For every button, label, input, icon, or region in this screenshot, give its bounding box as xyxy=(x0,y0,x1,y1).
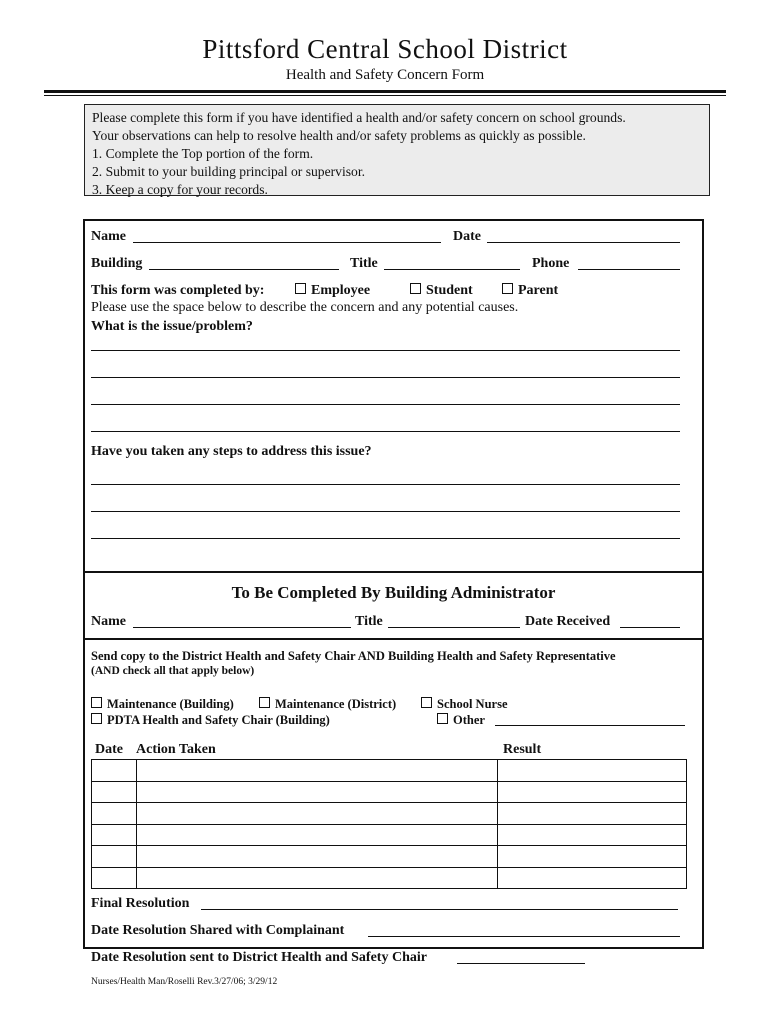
date-received-field[interactable] xyxy=(620,614,680,628)
final-resolution-field[interactable] xyxy=(201,896,678,910)
student-option[interactable] xyxy=(410,283,473,299)
section-divider xyxy=(83,638,704,640)
maint-building-checkbox[interactable] xyxy=(91,697,102,708)
action-cell[interactable] xyxy=(136,803,497,825)
phone-label: Phone xyxy=(532,256,570,271)
check-note: (AND check all that apply below) xyxy=(91,665,255,677)
date-cell[interactable] xyxy=(92,824,137,846)
table-row xyxy=(92,846,687,868)
issue-writing-line[interactable] xyxy=(91,404,680,405)
date-label: Date xyxy=(453,229,481,244)
instruction-line: 1. Complete the Top portion of the form. xyxy=(92,146,314,161)
table-row xyxy=(92,824,687,846)
table-row xyxy=(92,781,687,803)
result-cell[interactable] xyxy=(498,846,687,868)
instruction-line: Your observations can help to resolve health and/or safety problems as quickly as possible. xyxy=(92,128,586,143)
maint-building-label: Maintenance (Building) xyxy=(107,697,234,711)
result-cell[interactable] xyxy=(498,824,687,846)
table-row xyxy=(92,803,687,825)
building-label: Building xyxy=(91,256,143,271)
date-received-label: Date Received xyxy=(525,614,611,629)
result-cell[interactable] xyxy=(498,760,687,782)
revision-footer: Nurses/Health Man/Roselli Rev.3/27/06; 3/29/12 xyxy=(91,977,278,987)
instruction-line: Please complete this form if you have identified a health and/or safety concern on school grounds. xyxy=(92,110,626,125)
name-field[interactable] xyxy=(133,229,441,243)
issue-writing-line[interactable] xyxy=(91,377,680,378)
name-label: Name xyxy=(91,229,126,244)
issue-writing-line[interactable] xyxy=(91,350,680,351)
issue-question: What is the issue/problem? xyxy=(91,319,253,334)
result-cell[interactable] xyxy=(498,803,687,825)
action-cell[interactable] xyxy=(136,781,497,803)
date-cell[interactable] xyxy=(92,846,137,868)
describe-text: Please use the space below to describe the concern and any potential causes. xyxy=(91,300,519,315)
steps-writing-line[interactable] xyxy=(91,484,680,485)
col-date-header: Date xyxy=(95,742,123,757)
date-shared-label: Date Resolution Shared with Complainant xyxy=(91,923,345,938)
maint-district-option[interactable] xyxy=(259,697,396,712)
result-cell[interactable] xyxy=(498,867,687,889)
send-copy-text: Send copy to the District Health and Safety Chair AND Building Health and Safety Representative xyxy=(91,649,616,663)
action-cell[interactable] xyxy=(136,846,497,868)
phone-field[interactable] xyxy=(578,256,680,270)
employee-option[interactable] xyxy=(295,283,370,299)
admin-name-field[interactable] xyxy=(133,614,351,628)
completed-by-label: This form was completed by: xyxy=(91,283,265,298)
header-rule-thin xyxy=(44,95,726,96)
date-shared-field[interactable] xyxy=(368,923,680,937)
date-cell[interactable] xyxy=(92,781,137,803)
instruction-line: 2. Submit to your building principal or supervisor. xyxy=(92,164,365,179)
pdta-checkbox[interactable] xyxy=(91,713,102,724)
title-field[interactable] xyxy=(384,256,520,270)
admin-title-label: Title xyxy=(355,614,383,629)
issue-writing-line[interactable] xyxy=(91,431,680,432)
school-nurse-label: School Nurse xyxy=(437,697,508,711)
date-field[interactable] xyxy=(487,229,680,243)
school-nurse-checkbox[interactable] xyxy=(421,697,432,708)
col-result-header: Result xyxy=(503,742,542,757)
maint-building-option[interactable] xyxy=(91,697,234,712)
school-nurse-option[interactable] xyxy=(421,697,508,712)
student-label: Student xyxy=(426,283,473,298)
date-cell[interactable] xyxy=(92,803,137,825)
steps-writing-line[interactable] xyxy=(91,538,680,539)
admin-name-label: Name xyxy=(91,614,126,629)
form-subtitle: Health and Safety Concern Form xyxy=(285,67,485,83)
admin-section-title: To Be Completed By Building Administrator xyxy=(231,583,556,602)
building-field[interactable] xyxy=(149,256,339,270)
parent-checkbox[interactable] xyxy=(502,283,513,294)
col-action-header: Action Taken xyxy=(136,742,216,757)
parent-option[interactable] xyxy=(502,283,558,299)
table-row xyxy=(92,760,687,782)
steps-writing-line[interactable] xyxy=(91,511,680,512)
steps-question: Have you taken any steps to address this issue? xyxy=(91,444,372,459)
section-divider xyxy=(83,571,704,573)
pdta-option[interactable] xyxy=(91,713,330,728)
action-table xyxy=(91,759,687,889)
action-cell[interactable] xyxy=(136,867,497,889)
district-title: Pittsford Central School District xyxy=(202,34,568,64)
employee-label: Employee xyxy=(311,283,371,298)
employee-checkbox[interactable] xyxy=(295,283,306,294)
maint-district-checkbox[interactable] xyxy=(259,697,270,708)
pdta-label: PDTA Health and Safety Chair (Building) xyxy=(107,713,330,727)
title-label: Title xyxy=(350,256,378,271)
date-cell[interactable] xyxy=(92,760,137,782)
instruction-line: 3. Keep a copy for your records. xyxy=(92,182,268,197)
student-checkbox[interactable] xyxy=(410,283,421,294)
date-cell[interactable] xyxy=(92,867,137,889)
table-row xyxy=(92,867,687,889)
other-label: Other xyxy=(453,713,485,727)
header-rule-thick xyxy=(44,90,726,93)
admin-title-field[interactable] xyxy=(388,614,520,628)
parent-label: Parent xyxy=(518,283,559,298)
other-field[interactable] xyxy=(495,713,685,726)
other-checkbox[interactable] xyxy=(437,713,448,724)
result-cell[interactable] xyxy=(498,781,687,803)
final-resolution-label: Final Resolution xyxy=(91,896,190,911)
date-sent-label: Date Resolution sent to District Health and Safety Chair xyxy=(91,950,427,965)
instructions-box xyxy=(84,104,710,196)
date-sent-field[interactable] xyxy=(457,950,585,964)
other-option[interactable] xyxy=(437,713,485,728)
action-cell[interactable] xyxy=(136,824,497,846)
maint-district-label: Maintenance (District) xyxy=(275,697,397,711)
action-cell[interactable] xyxy=(136,760,497,782)
